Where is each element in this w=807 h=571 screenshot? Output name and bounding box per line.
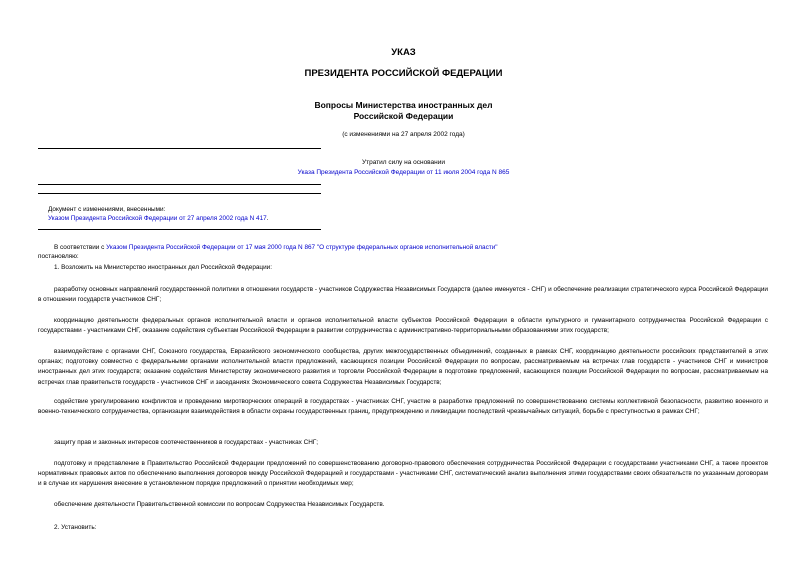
intro-line [54, 243, 498, 253]
changes-line [48, 214, 268, 224]
amendments-note: (с изменениями на 27 апреля 2002 года) [342, 131, 465, 138]
duty-paragraph-7: обеспечение деятельности Правительственной комиссии по вопросам Содружества Независимых Государств. [54, 501, 385, 508]
structure-decree-link[interactable]: Указом Президента Российской Федерации от 17 мая 2000 года N 867 "О структуре федеральных органов исполнительной власти" [106, 244, 498, 251]
item-2-heading: 2. Установить: [54, 524, 97, 531]
duty-paragraph-1: разработку основных направлений государственной политики в отношении государств - участников Содружества Независимых Государств (далее именуется - СНГ) и обеспечение реализации стратегического курса Российской Федерации в отношении государств участников СНГ; [38, 286, 768, 304]
item-1-heading: 1. Возложить на Министерство иностранных дел Российской Федерации: [54, 264, 273, 271]
amending-decree-link[interactable]: Указом Президента Российской Федерации от 27 апреля 2002 года N 417 [48, 215, 267, 222]
status-text: Утратил силу на основании [361, 159, 446, 166]
changes-suffix: . [266, 215, 269, 222]
document-subject-line1: Вопросы Министерства иностранных дел [314, 100, 493, 110]
divider [38, 148, 321, 149]
divider [38, 193, 321, 194]
duty-paragraph-4: содействие урегулированию конфликтов и проведению миротворческих операций в государствах - участниках СНГ, участие в разработке предложений по совершенствованию системы коллективной безопасности, развитию военного и военно-технического сотрудничества, организации взаимодействия в области охраны государственных границ, предупреждению и ликвидации последствий чрезвычайных ситуаций, борьбе с преступностью в рамках СНГ; [38, 398, 768, 416]
decree-word: постановляю: [38, 253, 79, 260]
decree-heading: УКАЗ [391, 47, 416, 58]
intro-prefix: В соответствии с [54, 244, 107, 251]
changes-label: Документ с изменениями, внесенными: [48, 206, 166, 213]
issuer-heading: ПРЕЗИДЕНТА РОССИЙСКОЙ ФЕДЕРАЦИИ [304, 68, 503, 79]
duty-paragraph-3: взаимодействие с органами СНГ, Союзного государства, Евразийского экономического сообщества, других межгосударственных объединений, созданных в рамках СНГ, координацию деятельности российских представителей в этих органах; подготовку совместно с федеральными органами исполнительной власти предложений, касающихся позиции Российской Федерации по вопросам, рассматриваемым на встречах глав государств - участников СНГ и министров иностранных дел этих государств; оказание содействия Министерству экономического развития и торговли Российской Федерации в подготовке предложений, касающихся позиции Российской Федерации по вопросам, рассматриваемым на встречах глав правительств государств - участников СНГ и заседаниях Экономического совета Содружества Независимых Государств; [38, 348, 768, 386]
duty-paragraph-2: координацию деятельности федеральных органов исполнительной власти и органов исполнительной власти субъектов Российской Федерации в области культурного и гуманитарного сотрудничества Российской Федерации с государствами - участниками СНГ, оказание содействия субъектам Российской Федерации в развитии сотрудничества с административно-территориальными образованиями этих государств; [38, 317, 768, 335]
duty-paragraph-6: подготовку и представление в Правительство Российской Федерации предложений по совершенствованию договорно-правового обеспечения сотрудничества Российской Федерации с государствами участниками СНГ, а также проектов нормативных правовых актов по обеспечению выполнения договоров между Российской Федерацией и государствами - участниками СНГ, систематический анализ выполнения этими государствами своих обязательств по указанным договорам и в случае их нарушения внесение в установленном порядке предложений о принятии необходимых мер; [38, 460, 768, 488]
divider [38, 229, 321, 230]
divider [38, 184, 321, 185]
duty-paragraph-5: защиту прав и законных интересов соотечественников в государствах - участниках СНГ; [54, 439, 319, 446]
repeal-decree-link[interactable]: Указа Президента Российской Федерации от 11 июля 2004 года N 865 [297, 169, 510, 176]
document-subject-line2: Российской Федерации [353, 111, 454, 121]
